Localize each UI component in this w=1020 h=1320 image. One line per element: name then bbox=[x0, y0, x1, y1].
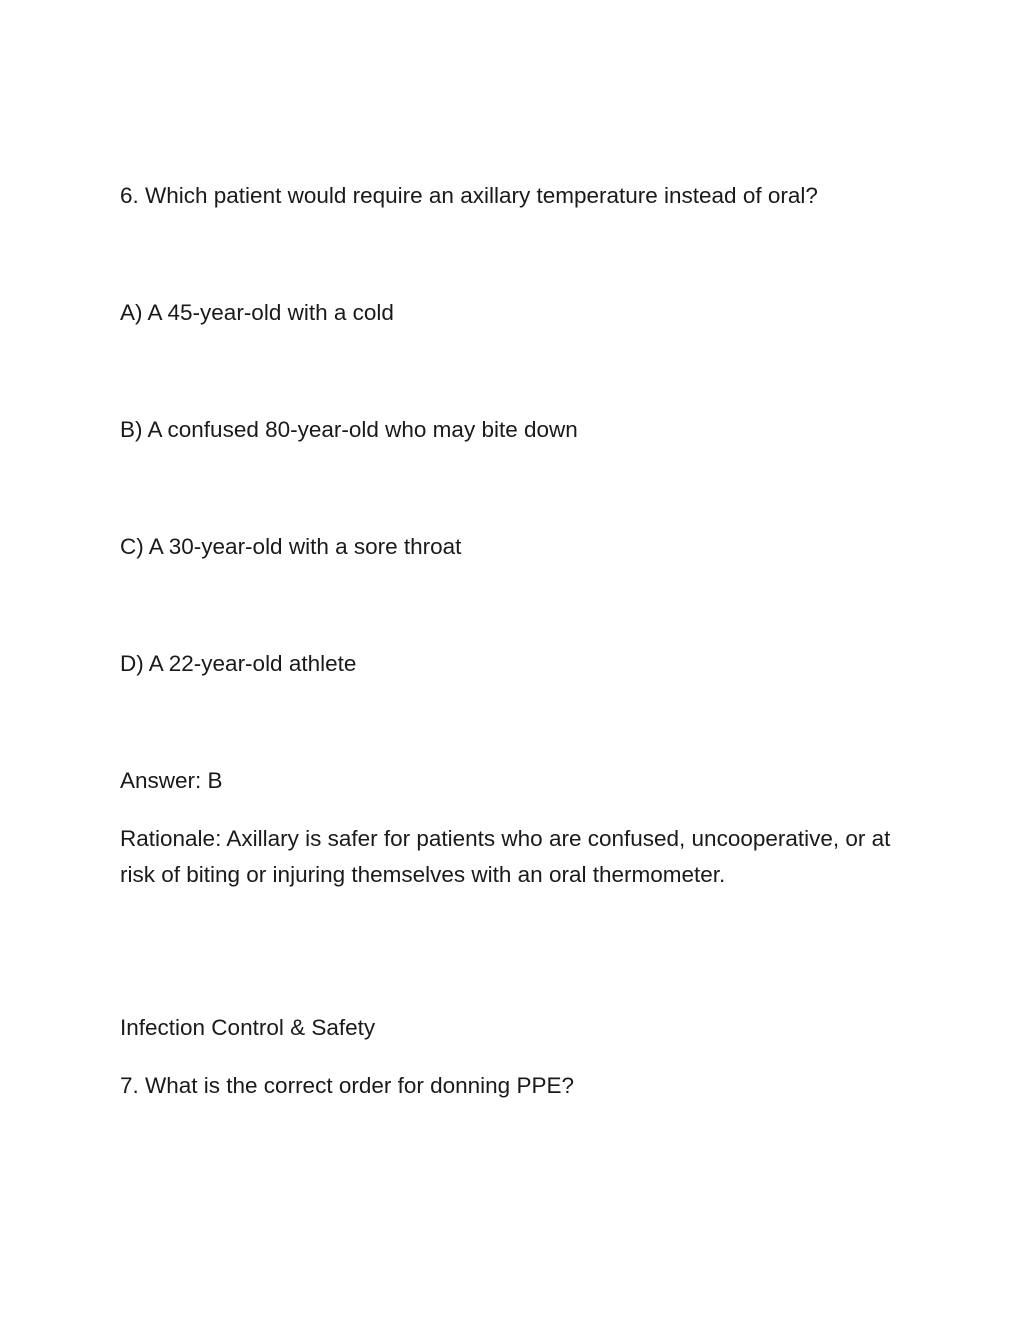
answer-text: Answer: B bbox=[120, 768, 223, 793]
option-a: A) A 45-year-old with a cold bbox=[120, 300, 394, 325]
option-c: C) A 30-year-old with a sore throat bbox=[120, 534, 462, 559]
option-b: B) A confused 80-year-old who may bite down bbox=[120, 417, 578, 442]
option-d: D) A 22-year-old athlete bbox=[120, 651, 357, 676]
rationale-text: Rationale: Axillary is safer for patients who are confused, uncooperative, or at risk of biting or injuring themselves with an oral thermometer. bbox=[120, 826, 891, 887]
question-7-text: 7. What is the correct order for donning PPE? bbox=[120, 1073, 574, 1098]
section-heading: Infection Control & Safety bbox=[120, 1015, 376, 1040]
question-6-text: 6. Which patient would require an axillary temperature instead of oral? bbox=[120, 183, 818, 208]
